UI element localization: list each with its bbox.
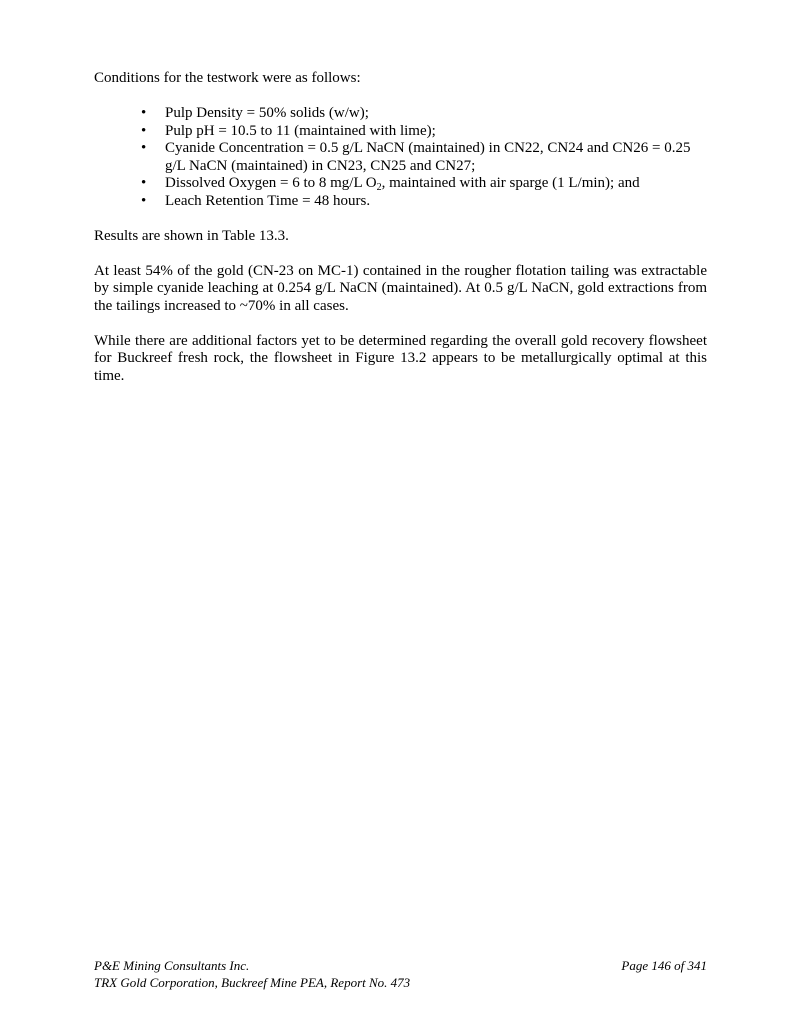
footer-report: TRX Gold Corporation, Buckreef Mine PEA, Report No. 473 [94, 975, 411, 990]
condition-text [165, 175, 640, 191]
paragraph-flowsheet: While there are additional factors yet to be determined regarding the overall gold recovery flowsheet for Buckreef fresh rock, the flowsheet in Figure 13.2 appears to be metallurgically optimal at this time. [94, 332, 707, 384]
paragraph-extraction: At least 54% of the gold (CN-23 on MC-1) contained in the rougher flotation tailing was extractable by simple cyanide leaching at 0.254 g/L NaCN (maintained). At 0.5 g/L NaCN, gold extractions from the tailings increased to ~70% in all cases. [94, 262, 707, 314]
condition-text-before: Dissolved Oxygen = 6 to 8 mg/L O [165, 175, 377, 191]
conditions-intro: Conditions for the testwork were as follows: [94, 70, 361, 86]
list-item [94, 175, 707, 193]
condition-text: Pulp pH = 10.5 to 11 (maintained with lime); [165, 122, 436, 139]
conditions-list [94, 105, 707, 210]
footer-row [94, 957, 707, 974]
bullet-icon: • [141, 105, 147, 121]
list-item [94, 193, 707, 211]
footer-company: P&E Mining Consultants Inc. [94, 958, 250, 973]
list-item [94, 140, 707, 175]
subscript: 2 [376, 182, 382, 193]
list-item [94, 105, 707, 123]
results-reference: Results are shown in Table 13.3. [94, 227, 289, 244]
bullet-icon: • [141, 175, 147, 191]
bullet-icon: • [141, 140, 147, 156]
bullet-icon: • [141, 122, 147, 139]
list-item [94, 123, 707, 141]
bullet-icon: • [141, 192, 147, 209]
page-number: Page 146 of 341 [621, 958, 707, 973]
condition-text: Leach Retention Time = 48 hours. [165, 192, 371, 209]
page-footer [94, 957, 707, 991]
condition-text: Cyanide Concentration = 0.5 g/L NaCN (maintained) in CN22, CN24 and CN26 = 0.25 g/L NaCN (maintained) in CN23, CN25 and CN27; [165, 140, 691, 174]
condition-text: Pulp Density = 50% solids (w/w); [165, 105, 369, 121]
document-body [94, 70, 707, 403]
condition-text-after: , maintained with air sparge (1 L/min); and [381, 175, 640, 191]
